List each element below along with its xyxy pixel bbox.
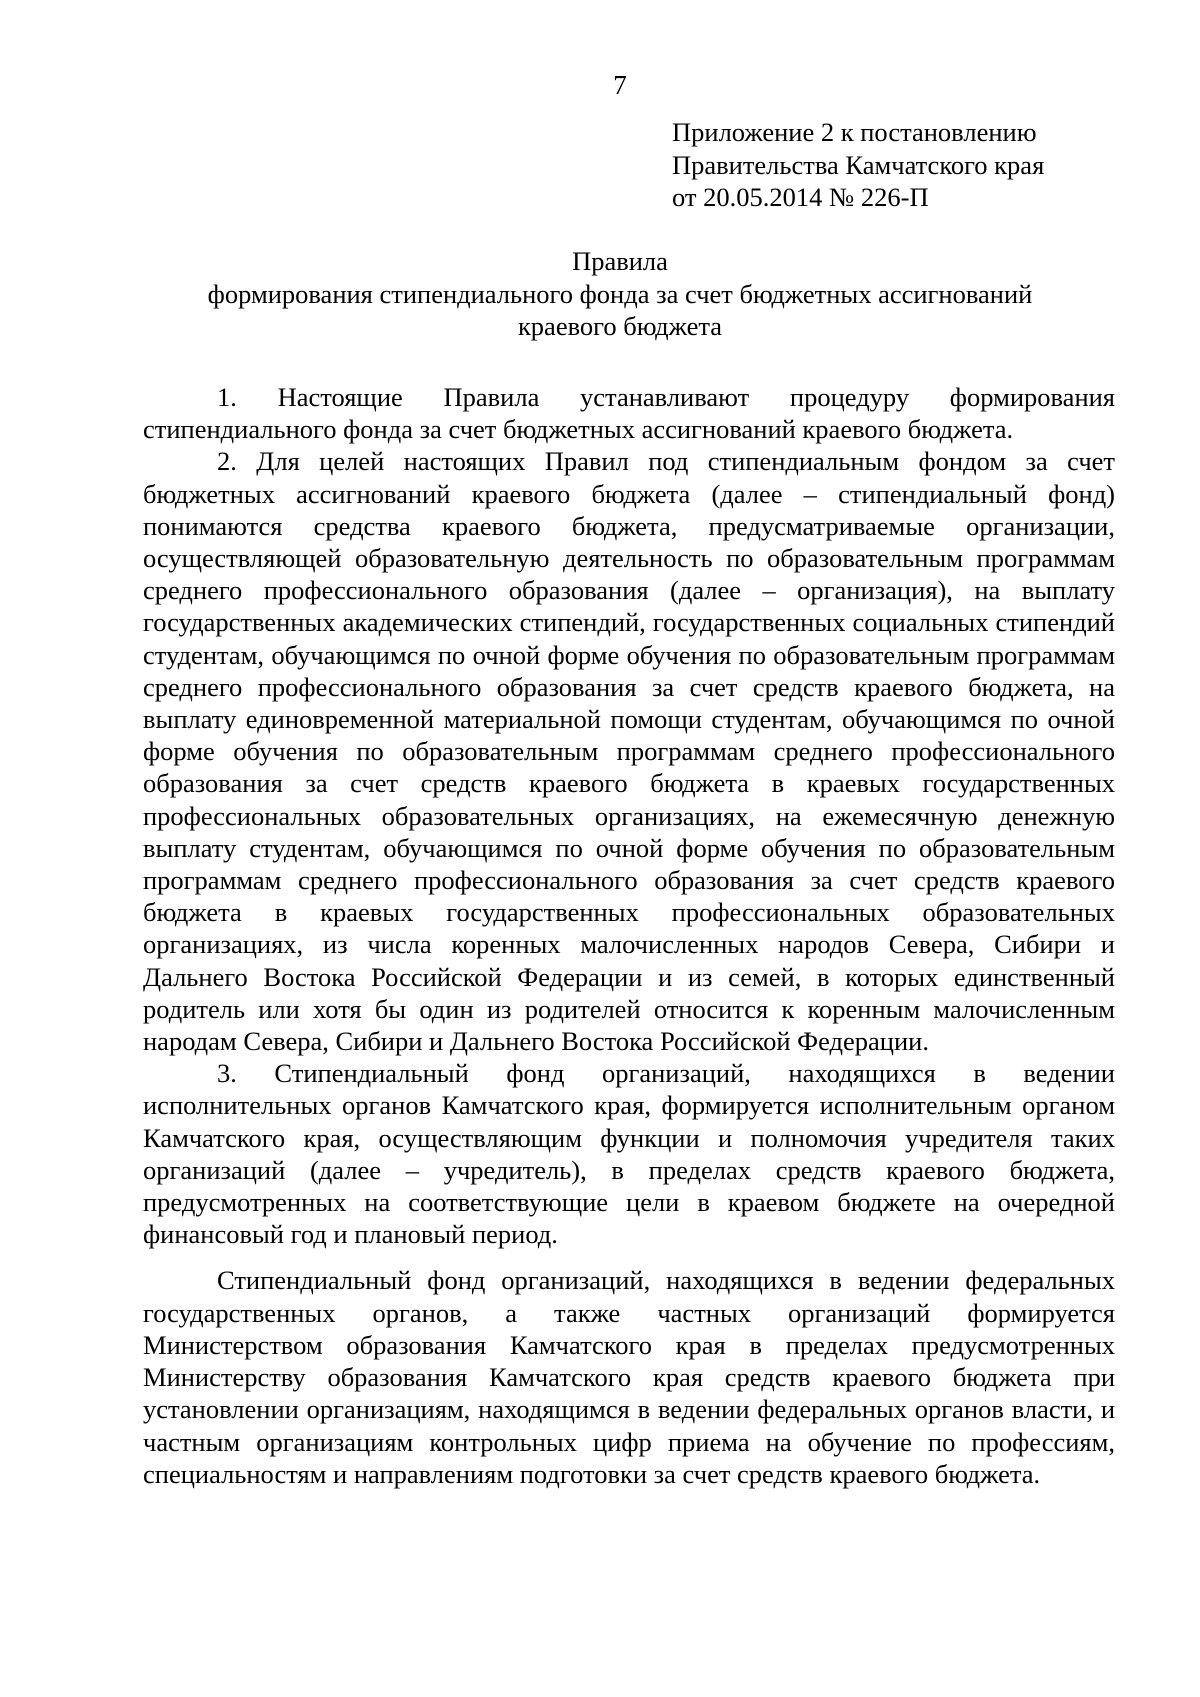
appendix-line-1: Приложение 2 к постановлению	[672, 117, 1037, 147]
title-line-2: формирования стипендиального фонда за счет бюджетных ассигнований	[207, 278, 1033, 309]
paragraph-3: 3. Стипендиальный фонд организаций, находящихся в ведении исполнительных органов Камчатского края, формируется исполнительным органом Камчатского края, осуществляющим функции и полномочия учредителя таких организаций (далее – учредитель), в пределах средств краевого бюджета, предусмотренных на соответствующие цели в краевом бюджете на очередной финансовый год и плановый период.	[143, 1058, 1115, 1250]
paragraph-4: Стипендиальный фонд организаций, находящихся в ведении федеральных государственных органов, а также частных организаций формируется Министерством образования Камчатского края в пределах предусмотренных Министерству образования Камчатского края средств краевого бюджета при установлении организациям, находящимся в ведении федеральных органов власти, и частным организациям контрольных цифр приема на обучение по профессиям, специальностям и направлениям подготовки за счет средств краевого бюджета.	[143, 1265, 1115, 1489]
paragraph-1: 1. Настоящие Правила устанавливают процедуру формирования стипендиального фонда за счет бюджетных ассигнований краевого бюджета.	[143, 382, 1115, 445]
document-title	[130, 245, 1110, 343]
title-line-1: Правила	[572, 246, 668, 276]
paragraph-2: 2. Для целей настоящих Правил под стипендиальным фондом за счет бюджетных ассигнований краевого бюджета (далее – стипендиальный фонд) понимаются средства краевого бюджета, предусматриваемые организации, осуществляющей образовательную деятельность по образовательным программам среднего профессионального образования (далее – организация), на выплату государственных академических стипендий, государственных социальных стипендий студентам, обучающимся по очной форме обучения по образовательным программам среднего профессионального образования за счет средств краевого бюджета, на выплату единовременной материальной помощи студентам, обучающимся по очной форме обучения по образовательным программам среднего профессионального образования за счет средств краевого бюджета в краевых государственных профессиональных образовательных организациях, на ежемесячную денежную выплату студентам, обучающимся по очной форме обучения по образовательным программам среднего профессионального образования за счет средств краевого бюджета в краевых государственных профессиональных образовательных организациях, из числа коренных малочисленных народов Севера, Сибири и Дальнего Востока Российской Федерации и из семей, в которых единственный родитель или хотя бы один из родителей относится к коренным малочисленным народам Севера, Сибири и Дальнего Востока Российской Федерации.	[143, 446, 1115, 1057]
document-body	[143, 381, 1115, 1490]
appendix-header	[672, 116, 1044, 214]
title-line-3: краевого бюджета	[517, 311, 723, 341]
appendix-line-2: Правительства Камчатского края	[672, 149, 1045, 180]
appendix-line-3: от 20.05.2014 № 226-П	[672, 182, 929, 212]
page-number: 7	[613, 70, 627, 100]
